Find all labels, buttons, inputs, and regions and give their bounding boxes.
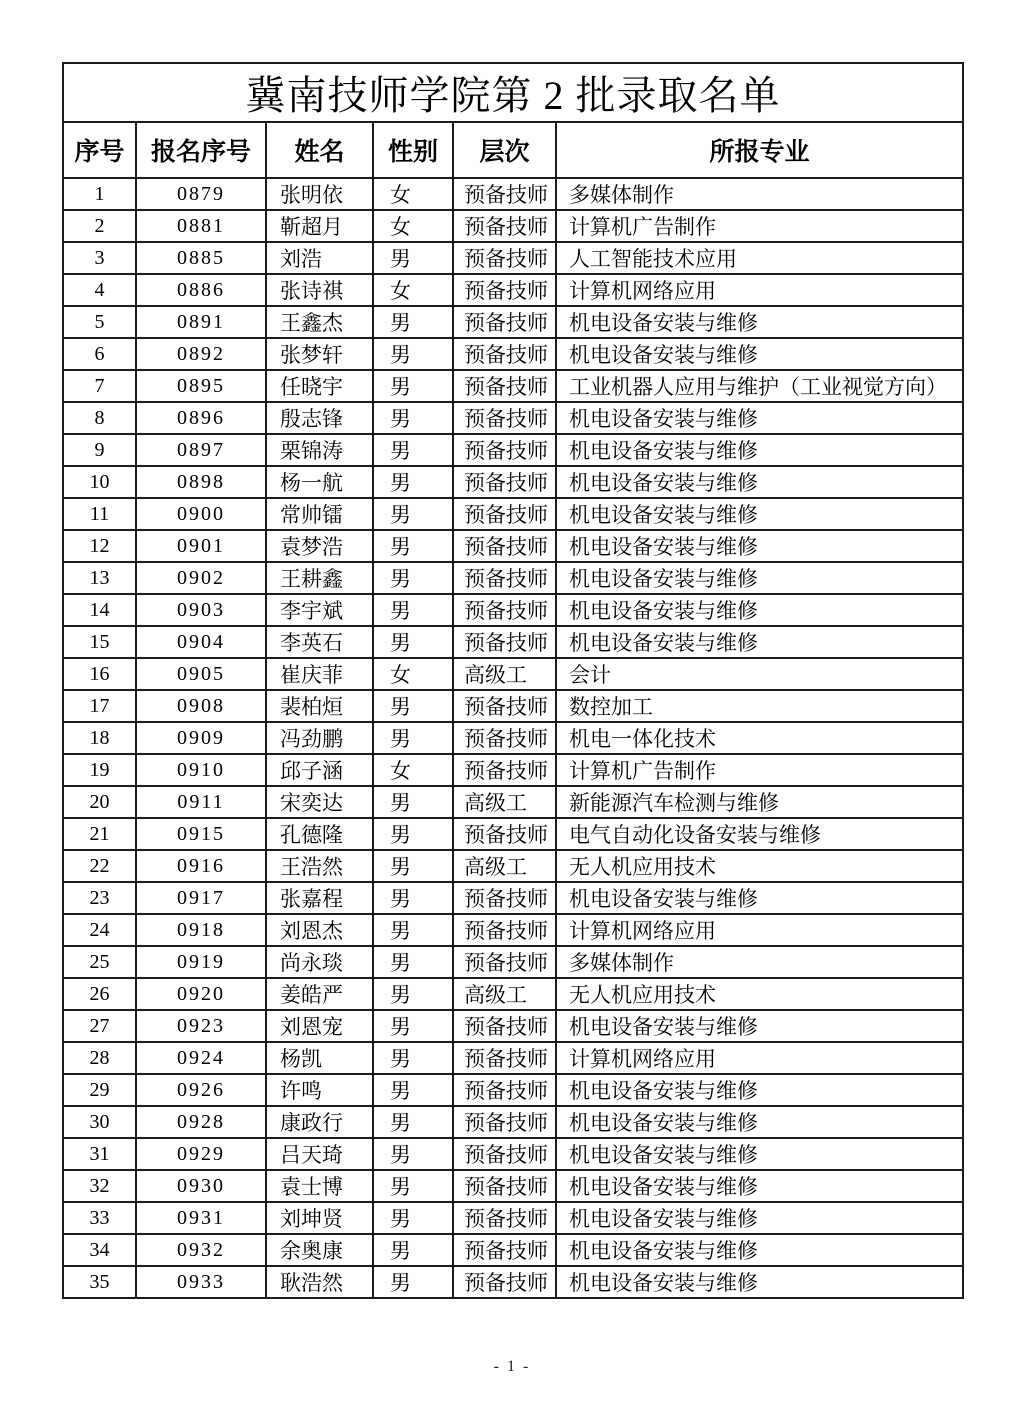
cell-index: 7 [63,370,136,402]
table-row [63,210,963,242]
cell-level: 预备技师 [453,434,556,466]
cell-major: 计算机网络应用 [556,274,963,306]
cell-index: 25 [63,946,136,978]
cell-level: 预备技师 [453,562,556,594]
cell-level: 预备技师 [453,626,556,658]
column-header-name: 姓名 [266,122,373,178]
cell-registration-number: 0918 [136,914,266,946]
cell-name: 常帅镭 [266,498,373,530]
cell-major: 机电设备安装与维修 [556,594,963,626]
table-row [63,1138,963,1170]
cell-level: 预备技师 [453,1106,556,1138]
cell-index: 1 [63,178,136,210]
cell-gender: 男 [373,818,453,850]
cell-major: 机电设备安装与维修 [556,1138,963,1170]
table-row [63,434,963,466]
cell-name: 耿浩然 [266,1266,373,1298]
cell-registration-number: 0909 [136,722,266,754]
cell-name: 姜皓严 [266,978,373,1010]
table-row [63,722,963,754]
cell-gender: 男 [373,914,453,946]
cell-registration-number: 0903 [136,594,266,626]
cell-registration-number: 0885 [136,242,266,274]
cell-name: 许鸣 [266,1074,373,1106]
cell-level: 预备技师 [453,818,556,850]
cell-registration-number: 0901 [136,530,266,562]
cell-index: 14 [63,594,136,626]
cell-major: 多媒体制作 [556,178,963,210]
table-row [63,498,963,530]
cell-registration-number: 0900 [136,498,266,530]
cell-index: 3 [63,242,136,274]
cell-name: 张梦轩 [266,338,373,370]
cell-level: 预备技师 [453,690,556,722]
cell-index: 2 [63,210,136,242]
cell-major: 机电设备安装与维修 [556,1266,963,1298]
cell-level: 预备技师 [453,1010,556,1042]
cell-registration-number: 0896 [136,402,266,434]
cell-name: 吕天琦 [266,1138,373,1170]
cell-name: 殷志锋 [266,402,373,434]
cell-major: 无人机应用技术 [556,978,963,1010]
cell-level: 预备技师 [453,178,556,210]
cell-level: 预备技师 [453,722,556,754]
cell-level: 预备技师 [453,242,556,274]
header-row [63,122,963,178]
cell-level: 预备技师 [453,530,556,562]
cell-gender: 女 [373,274,453,306]
cell-name: 袁士博 [266,1170,373,1202]
table-row [63,690,963,722]
table-row [63,1170,963,1202]
cell-gender: 男 [373,690,453,722]
cell-gender: 男 [373,850,453,882]
cell-name: 邱子涵 [266,754,373,786]
cell-level: 预备技师 [453,1266,556,1298]
cell-registration-number: 0931 [136,1202,266,1234]
cell-index: 23 [63,882,136,914]
cell-registration-number: 0923 [136,1010,266,1042]
cell-registration-number: 0910 [136,754,266,786]
table-row [63,818,963,850]
table-row [63,306,963,338]
cell-index: 12 [63,530,136,562]
cell-major: 机电设备安装与维修 [556,1074,963,1106]
cell-name: 刘浩 [266,242,373,274]
cell-major: 人工智能技术应用 [556,242,963,274]
cell-major: 多媒体制作 [556,946,963,978]
cell-registration-number: 0897 [136,434,266,466]
table-row [63,754,963,786]
cell-level: 预备技师 [453,754,556,786]
table-row [63,978,963,1010]
cell-gender: 男 [373,882,453,914]
cell-level: 高级工 [453,850,556,882]
cell-name: 杨一航 [266,466,373,498]
cell-level: 预备技师 [453,1042,556,1074]
cell-gender: 男 [373,1266,453,1298]
cell-index: 8 [63,402,136,434]
cell-major: 机电设备安装与维修 [556,498,963,530]
table-row [63,562,963,594]
cell-gender: 男 [373,786,453,818]
cell-level: 预备技师 [453,1074,556,1106]
cell-name: 刘恩宠 [266,1010,373,1042]
cell-registration-number: 0891 [136,306,266,338]
cell-name: 张嘉程 [266,882,373,914]
cell-registration-number: 0902 [136,562,266,594]
cell-gender: 男 [373,1202,453,1234]
table-row [63,370,963,402]
column-header-gender: 性别 [373,122,453,178]
cell-name: 王浩然 [266,850,373,882]
cell-registration-number: 0929 [136,1138,266,1170]
cell-level: 预备技师 [453,946,556,978]
cell-index: 4 [63,274,136,306]
cell-index: 32 [63,1170,136,1202]
table-row [63,786,963,818]
table-row [63,882,963,914]
cell-index: 27 [63,1010,136,1042]
cell-gender: 男 [373,498,453,530]
cell-level: 预备技师 [453,914,556,946]
cell-index: 28 [63,1042,136,1074]
cell-major: 机电一体化技术 [556,722,963,754]
cell-major: 会计 [556,658,963,690]
cell-index: 10 [63,466,136,498]
cell-gender: 男 [373,1074,453,1106]
cell-gender: 男 [373,434,453,466]
column-header-registration-number: 报名序号 [136,122,266,178]
cell-gender: 男 [373,722,453,754]
cell-major: 机电设备安装与维修 [556,1234,963,1266]
cell-index: 20 [63,786,136,818]
cell-index: 5 [63,306,136,338]
cell-level: 预备技师 [453,1202,556,1234]
cell-major: 机电设备安装与维修 [556,306,963,338]
cell-registration-number: 0920 [136,978,266,1010]
cell-gender: 男 [373,562,453,594]
cell-name: 栗锦涛 [266,434,373,466]
cell-name: 裴柏烜 [266,690,373,722]
cell-registration-number: 0898 [136,466,266,498]
cell-registration-number: 0933 [136,1266,266,1298]
cell-name: 任晓宇 [266,370,373,402]
cell-name: 张明依 [266,178,373,210]
cell-name: 王鑫杰 [266,306,373,338]
cell-gender: 男 [373,1010,453,1042]
cell-index: 15 [63,626,136,658]
cell-index: 26 [63,978,136,1010]
cell-name: 余奥康 [266,1234,373,1266]
cell-name: 刘恩杰 [266,914,373,946]
cell-registration-number: 0932 [136,1234,266,1266]
cell-gender: 女 [373,210,453,242]
table-row [63,1266,963,1298]
cell-level: 预备技师 [453,1138,556,1170]
cell-index: 6 [63,338,136,370]
column-header-index: 序号 [63,122,136,178]
cell-index: 13 [63,562,136,594]
cell-gender: 男 [373,1042,453,1074]
cell-level: 预备技师 [453,338,556,370]
cell-index: 19 [63,754,136,786]
cell-level: 预备技师 [453,1234,556,1266]
cell-major: 机电设备安装与维修 [556,1170,963,1202]
cell-gender: 男 [373,1138,453,1170]
table-row [63,1106,963,1138]
table-body [63,178,963,1298]
cell-registration-number: 0917 [136,882,266,914]
cell-level: 预备技师 [453,1170,556,1202]
cell-level: 预备技师 [453,466,556,498]
table-row [63,242,963,274]
cell-major: 计算机网络应用 [556,1042,963,1074]
page-number: - 1 - [493,1358,531,1375]
cell-registration-number: 0908 [136,690,266,722]
table-row [63,658,963,690]
cell-gender: 男 [373,626,453,658]
cell-major: 数控加工 [556,690,963,722]
cell-major: 电气自动化设备安装与维修 [556,818,963,850]
table-row [63,946,963,978]
cell-gender: 女 [373,754,453,786]
cell-major: 机电设备安装与维修 [556,1010,963,1042]
table-row [63,530,963,562]
cell-gender: 男 [373,306,453,338]
cell-major: 工业机器人应用与维护（工业视觉方向） [556,370,963,402]
cell-registration-number: 0916 [136,850,266,882]
cell-major: 机电设备安装与维修 [556,338,963,370]
cell-level: 预备技师 [453,274,556,306]
table-row [63,1074,963,1106]
cell-major: 机电设备安装与维修 [556,434,963,466]
cell-index: 24 [63,914,136,946]
cell-index: 30 [63,1106,136,1138]
cell-level: 预备技师 [453,402,556,434]
cell-gender: 男 [373,594,453,626]
cell-registration-number: 0895 [136,370,266,402]
table-row [63,914,963,946]
cell-major: 计算机广告制作 [556,210,963,242]
cell-level: 预备技师 [453,306,556,338]
cell-index: 29 [63,1074,136,1106]
cell-major: 计算机网络应用 [556,914,963,946]
document-title: 冀南技师学院第 2 批录取名单 [63,63,963,122]
cell-index: 34 [63,1234,136,1266]
cell-name: 李宇斌 [266,594,373,626]
cell-major: 机电设备安装与维修 [556,1106,963,1138]
cell-major: 机电设备安装与维修 [556,562,963,594]
cell-index: 18 [63,722,136,754]
cell-major: 机电设备安装与维修 [556,466,963,498]
cell-index: 21 [63,818,136,850]
cell-major: 机电设备安装与维修 [556,530,963,562]
table-row [63,178,963,210]
cell-registration-number: 0915 [136,818,266,850]
cell-name: 杨凯 [266,1042,373,1074]
column-header-major: 所报专业 [556,122,963,178]
table-row [63,402,963,434]
cell-name: 李英石 [266,626,373,658]
cell-major: 机电设备安装与维修 [556,626,963,658]
cell-registration-number: 0879 [136,178,266,210]
cell-gender: 男 [373,530,453,562]
cell-name: 袁梦浩 [266,530,373,562]
table-row [63,850,963,882]
admission-roster-table [62,62,964,1299]
cell-name: 冯劲鹏 [266,722,373,754]
cell-index: 16 [63,658,136,690]
table-row [63,338,963,370]
cell-registration-number: 0904 [136,626,266,658]
cell-registration-number: 0881 [136,210,266,242]
cell-index: 35 [63,1266,136,1298]
table-row [63,1202,963,1234]
cell-gender: 男 [373,1170,453,1202]
cell-gender: 男 [373,338,453,370]
cell-gender: 女 [373,658,453,690]
cell-level: 高级工 [453,658,556,690]
cell-gender: 男 [373,978,453,1010]
cell-index: 9 [63,434,136,466]
cell-gender: 男 [373,466,453,498]
cell-level: 预备技师 [453,882,556,914]
cell-registration-number: 0928 [136,1106,266,1138]
cell-gender: 男 [373,402,453,434]
table-row [63,274,963,306]
cell-gender: 男 [373,370,453,402]
cell-index: 17 [63,690,136,722]
cell-registration-number: 0911 [136,786,266,818]
cell-major: 计算机广告制作 [556,754,963,786]
cell-index: 31 [63,1138,136,1170]
cell-name: 刘坤贤 [266,1202,373,1234]
cell-gender: 男 [373,1106,453,1138]
cell-name: 康政行 [266,1106,373,1138]
cell-level: 预备技师 [453,210,556,242]
cell-major: 机电设备安装与维修 [556,882,963,914]
cell-index: 22 [63,850,136,882]
cell-registration-number: 0930 [136,1170,266,1202]
cell-major: 机电设备安装与维修 [556,402,963,434]
cell-index: 11 [63,498,136,530]
table-row [63,626,963,658]
cell-gender: 男 [373,1234,453,1266]
cell-registration-number: 0919 [136,946,266,978]
title-row [63,63,963,122]
cell-major: 新能源汽车检测与维修 [556,786,963,818]
cell-index: 33 [63,1202,136,1234]
cell-level: 高级工 [453,978,556,1010]
cell-major: 机电设备安装与维修 [556,1202,963,1234]
column-header-level: 层次 [453,122,556,178]
cell-registration-number: 0905 [136,658,266,690]
cell-major: 无人机应用技术 [556,850,963,882]
cell-level: 预备技师 [453,594,556,626]
table-row [63,594,963,626]
cell-name: 张诗祺 [266,274,373,306]
cell-registration-number: 0886 [136,274,266,306]
table-row [63,1042,963,1074]
cell-name: 宋奕达 [266,786,373,818]
cell-level: 预备技师 [453,370,556,402]
table-row [63,1010,963,1042]
table-row [63,1234,963,1266]
cell-registration-number: 0926 [136,1074,266,1106]
cell-name: 孔德隆 [266,818,373,850]
cell-gender: 男 [373,946,453,978]
cell-registration-number: 0892 [136,338,266,370]
cell-name: 尚永琰 [266,946,373,978]
cell-gender: 女 [373,178,453,210]
table-row [63,466,963,498]
cell-name: 靳超月 [266,210,373,242]
cell-gender: 男 [373,242,453,274]
cell-level: 高级工 [453,786,556,818]
cell-registration-number: 0924 [136,1042,266,1074]
cell-name: 王耕鑫 [266,562,373,594]
cell-name: 崔庆菲 [266,658,373,690]
cell-level: 预备技师 [453,498,556,530]
